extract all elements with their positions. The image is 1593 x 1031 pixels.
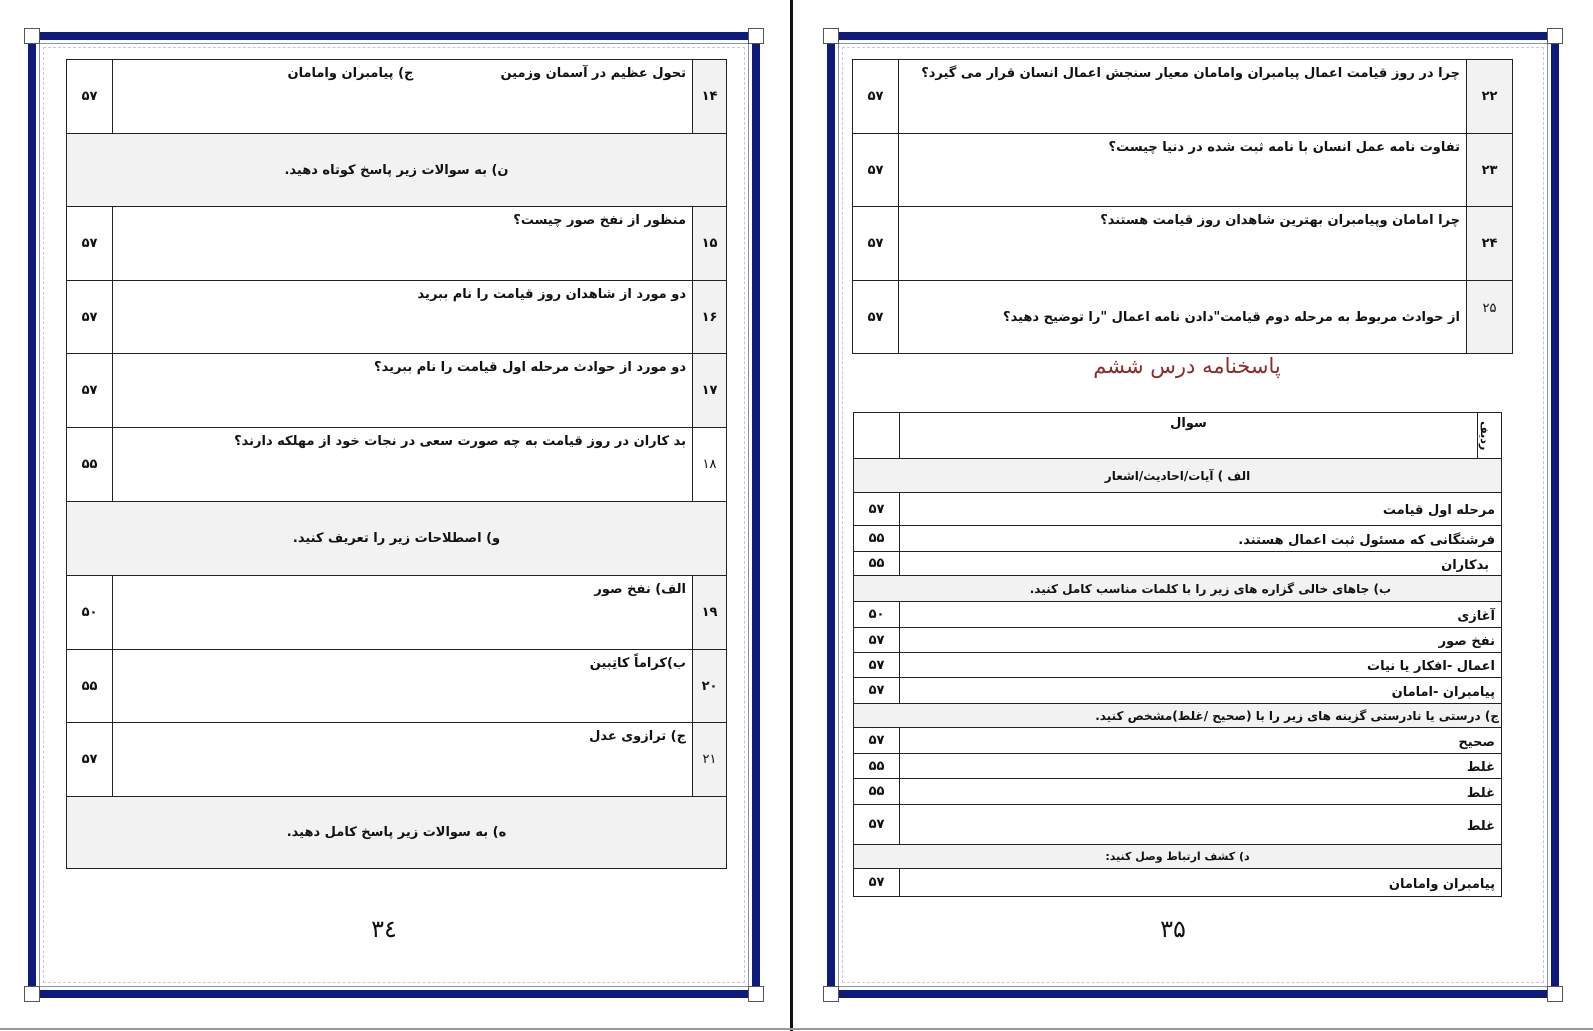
answer-text: مرحله اول قیامت [900, 493, 1502, 526]
score-cell: ۵۵ [854, 779, 900, 805]
corner-ornament [1547, 986, 1563, 1002]
answer-sheet-title: پاسخنامه درس ششم [1093, 354, 1281, 378]
question-number: ۱۷ [693, 354, 727, 428]
header-score-cell [854, 413, 900, 459]
page-left [28, 32, 760, 998]
question-text: تحول عظیم در آسمان وزمین [500, 66, 686, 81]
question-number: ۲۴ [1467, 207, 1513, 281]
score-cell: ۵۷ [854, 728, 900, 754]
question-number: ۲۳ [1467, 134, 1513, 207]
page-right [827, 32, 1559, 998]
score-cell: ۵۷ [853, 134, 899, 207]
section-heading: د) کشف ارتباط وصل کنید: [854, 845, 1502, 869]
score-cell: ۵۵ [854, 552, 900, 576]
score-cell: ۵۷ [67, 723, 113, 797]
corner-ornament [823, 28, 839, 44]
page-number: ۳٤ [371, 915, 397, 943]
score-cell: ۵۷ [67, 207, 113, 281]
question-text: ج) ترازوی عدل [113, 723, 693, 797]
answer-text: فرشتگانی که مسئول ثبت اعمال هستند. [900, 526, 1502, 552]
question-text: دو مورد از شاهدان روز قیامت را نام ببرید [113, 281, 693, 354]
section-heading: ه) به سوالات زیر پاسخ کامل دهید. [67, 797, 727, 869]
score-cell: ۵۷ [853, 60, 899, 134]
answer-text: غلط [900, 805, 1502, 845]
table-row [67, 650, 727, 723]
table-row [853, 134, 1513, 207]
table-row [67, 723, 727, 797]
header-question: سوال [900, 413, 1478, 459]
section-heading: ج) درستی یا نادرستی گزینه های زیر را با (صحیح /غلط)مشخص کنید. [854, 704, 1502, 728]
score-cell: ۵۵ [854, 754, 900, 779]
table-row [854, 869, 1502, 897]
section-row [854, 704, 1502, 728]
section-row [854, 576, 1502, 602]
answer-text: اعمال -افکار یا نیات [900, 653, 1502, 678]
header-radif: ردیف [1478, 420, 1491, 451]
section-row [67, 797, 727, 869]
table-row [853, 281, 1513, 354]
score-cell: ۵۷ [854, 493, 900, 526]
table-row [854, 678, 1502, 704]
table-row [854, 728, 1502, 754]
table-row [67, 576, 727, 650]
section-row [854, 845, 1502, 869]
table-row [854, 805, 1502, 845]
table-row [853, 60, 1513, 134]
page-divider [790, 0, 793, 1031]
question-number: ۱۵ [693, 207, 727, 281]
table-row [854, 653, 1502, 678]
score-cell: ۵۷ [854, 653, 900, 678]
question-number: ۱۸ [693, 428, 727, 502]
answer-table [853, 412, 1502, 897]
question-option: ج) پیامبران وامامان [287, 66, 414, 81]
table-row [854, 602, 1502, 628]
answer-text: پیامبران وامامان [900, 869, 1502, 897]
score-cell: ۵۵ [854, 526, 900, 552]
section-row [854, 459, 1502, 493]
table-row [67, 428, 727, 502]
question-number: ۲۵ [1467, 281, 1513, 354]
corner-ornament [748, 28, 764, 44]
table-row [67, 281, 727, 354]
section-heading: الف ) آیات/احادیث/اشعار [854, 459, 1502, 493]
answer-text: غلط [900, 754, 1502, 779]
score-cell: ۵۷ [67, 60, 113, 134]
corner-ornament [823, 986, 839, 1002]
question-text: ب)کراماً کاتِبین [113, 650, 693, 723]
page-number: ۳۵ [1160, 915, 1186, 943]
score-cell: ۵۵ [67, 428, 113, 502]
question-number: ۲۰ [693, 650, 727, 723]
section-heading: ب) جاهای خالی گزاره های زیر را با کلمات مناسب کامل کنید. [854, 576, 1502, 602]
questions-table [66, 59, 727, 869]
question-text: الف) نفخ صور [113, 576, 693, 650]
question-text: از حوادث مربوط به مرحله دوم قیامت"دادن نامه اعمال "را توضیح دهید؟ [899, 281, 1467, 354]
question-text: بد کاران در روز قیامت به چه صورت سعی در نجات خود از مهلکه دارند؟ [113, 428, 693, 502]
table-row [854, 526, 1502, 552]
score-cell: ۵۷ [854, 678, 900, 704]
table-row [854, 493, 1502, 526]
table-row [67, 60, 727, 134]
score-cell: ۵۷ [853, 281, 899, 354]
score-cell: ۵۷ [854, 869, 900, 897]
section-heading: ن) به سوالات زیر پاسخ کوتاه دهید. [67, 134, 727, 207]
score-cell: ۵۷ [853, 207, 899, 281]
corner-ornament [1547, 28, 1563, 44]
question-text: چرا در روز قیامت اعمال پیامبران وامامان معیار سنجش اعمال انسان قرار می گیرد؟ [899, 60, 1467, 134]
corner-ornament [748, 986, 764, 1002]
table-row [854, 552, 1502, 576]
answer-text: صحیح [900, 728, 1502, 754]
table-row [854, 754, 1502, 779]
score-cell: ۵۷ [854, 628, 900, 653]
score-cell: ۵۵ [67, 650, 113, 723]
section-row [67, 134, 727, 207]
question-number: ۱۹ [693, 576, 727, 650]
answer-text: نفخ صور [900, 628, 1502, 653]
question-text: منظور از نفخ صور چیست؟ [113, 207, 693, 281]
table-row [853, 207, 1513, 281]
answer-text: بدکاران [900, 552, 1502, 576]
question-number: ۱۶ [693, 281, 727, 354]
answer-text: غلط [900, 779, 1502, 805]
table-row [67, 207, 727, 281]
section-heading: و) اصطلاحات زیر را تعریف کنید. [67, 502, 727, 576]
score-cell: ۵۷ [67, 281, 113, 354]
answer-text: پیامبران -امامان [900, 678, 1502, 704]
question-cell [113, 60, 693, 134]
question-number: ۲۱ [693, 723, 727, 797]
answer-text: آغازی [900, 602, 1502, 628]
score-cell: ۵۷ [854, 805, 900, 845]
question-number: ۲۲ [1467, 60, 1513, 134]
question-number: ۱۴ [693, 60, 727, 134]
corner-ornament [24, 986, 40, 1002]
table-row [67, 354, 727, 428]
table-row [854, 779, 1502, 805]
question-text: دو مورد از حوادث مرحله اول قیامت را نام ببرید؟ [113, 354, 693, 428]
score-cell: ۵۰ [67, 576, 113, 650]
score-cell: ۵۰ [854, 602, 900, 628]
table-header-row [854, 413, 1502, 459]
score-cell: ۵۷ [67, 354, 113, 428]
questions-table [852, 59, 1513, 354]
corner-ornament [24, 28, 40, 44]
question-text: چرا امامان وپیامبران بهترین شاهدان روز قیامت هستند؟ [899, 207, 1467, 281]
table-row [854, 628, 1502, 653]
bottom-line [0, 1028, 1593, 1030]
header-radif-cell [1478, 413, 1502, 459]
section-row [67, 502, 727, 576]
question-text: تفاوت نامه عمل انسان با نامه ثبت شده در دنیا چیست؟ [899, 134, 1467, 207]
